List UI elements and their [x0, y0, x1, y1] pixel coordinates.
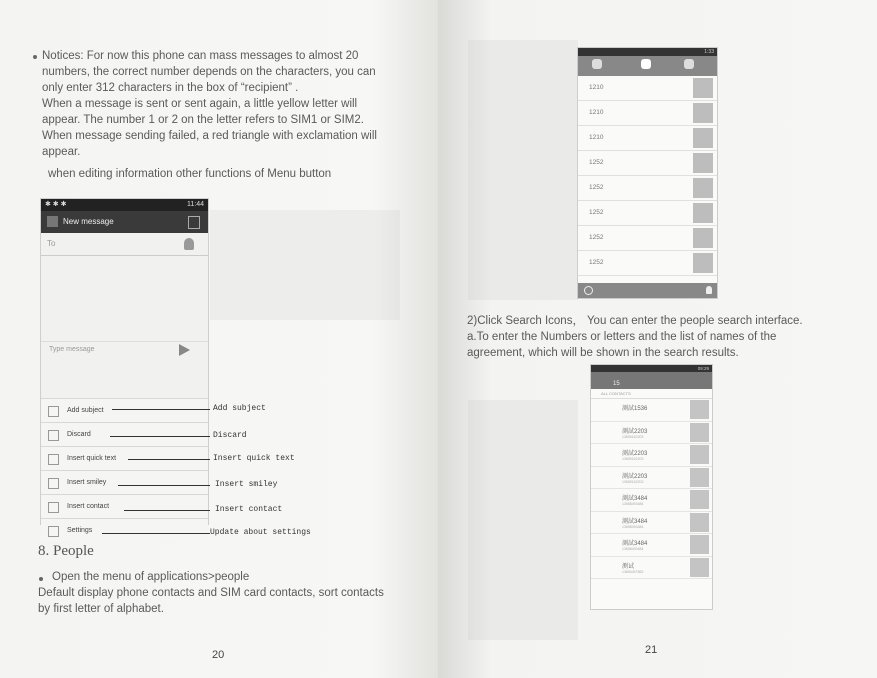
page-number: 21	[645, 644, 658, 656]
contact-icon	[48, 502, 59, 513]
annotation-discard: Discard	[213, 431, 247, 440]
leader-line	[124, 510, 210, 511]
contact-photo	[690, 400, 709, 419]
search-result-row[interactable]	[591, 534, 712, 557]
message-area	[41, 256, 208, 341]
search-result-row[interactable]	[591, 444, 712, 467]
contact-photo	[690, 468, 709, 487]
menu-item-settings[interactable]	[41, 518, 208, 542]
options-menu	[41, 398, 208, 542]
contact-row[interactable]	[578, 176, 717, 201]
settings-icon	[48, 526, 59, 537]
annotation-add-subject: Add subject	[213, 404, 266, 413]
quick-text-icon	[48, 454, 59, 465]
people-line: Open the menu of applications>people	[52, 571, 250, 583]
contact-name: 1252	[589, 184, 604, 191]
smiley-icon	[48, 478, 59, 489]
contact-name: 1210	[589, 134, 604, 141]
people-line: by first letter of alphabet.	[38, 603, 164, 615]
search-result-row[interactable]	[591, 557, 712, 580]
contact-row[interactable]	[578, 151, 717, 176]
compose-field[interactable]	[41, 341, 208, 358]
notice-line: Notices: For now this phone can mass messages to almost 20	[42, 50, 359, 62]
search-result-row[interactable]	[591, 467, 712, 490]
instruction-line: agreement, which will be shown in the search results.	[467, 347, 739, 359]
search-icon[interactable]	[584, 286, 593, 295]
contact-name: 測試2203	[622, 428, 648, 435]
contact-number: 13658493484	[622, 524, 644, 529]
recipient-field[interactable]	[41, 233, 208, 256]
contact-row[interactable]	[578, 226, 717, 251]
discard-icon	[48, 430, 59, 441]
menu-item-insert-contact[interactable]	[41, 494, 208, 518]
instruction-line: a.To enter the Numbers or letters and the list of names of the	[467, 331, 777, 343]
contact-name: 1252	[589, 209, 604, 216]
contact-name: 1252	[589, 234, 604, 241]
title-bar	[41, 211, 208, 233]
status-time: 1:33	[704, 49, 714, 55]
contact-photo	[690, 445, 709, 464]
contact-photo	[690, 490, 709, 509]
contact-photo	[690, 535, 709, 554]
phone-screenshot-search-results	[590, 364, 713, 610]
notice-paragraph	[42, 48, 407, 160]
search-header	[591, 372, 712, 389]
type-message-placeholder: Type message	[49, 346, 95, 353]
menu-item-label: Discard	[67, 431, 91, 438]
bleed-through	[468, 40, 578, 300]
menu-item-label: Insert quick text	[67, 455, 117, 462]
add-contact-icon[interactable]	[184, 238, 194, 250]
bleed-through	[210, 210, 400, 320]
to-label: To	[47, 239, 56, 248]
contact-row[interactable]	[578, 251, 717, 276]
people-paragraph	[38, 569, 408, 617]
contact-row[interactable]	[578, 101, 717, 126]
contact-row[interactable]	[578, 126, 717, 151]
annotation-update-settings: Update about settings	[210, 528, 311, 537]
search-result-row[interactable]	[591, 512, 712, 535]
left-page	[0, 0, 438, 678]
contact-photo	[693, 153, 713, 173]
contact-photo	[693, 78, 713, 98]
header-count: 15	[613, 381, 620, 387]
annotation-insert-smiley: Insert smiley	[215, 480, 278, 489]
leader-line	[128, 459, 210, 460]
notice-line: appear. The number 1 or 2 on the letter refers to SIM1 or SIM2.	[42, 114, 364, 126]
phone-screenshot-people	[577, 47, 718, 299]
contact-number: 13659162203	[622, 457, 644, 461]
status-time: 09:29	[697, 366, 709, 371]
list-label: ALL CONTACTS	[591, 389, 712, 399]
notice-line: When message sending failed, a red triangle with exclamation will	[42, 130, 377, 142]
screen-title: New message	[63, 217, 114, 226]
notice-line: When a message is sent or sent again, a little yellow letter will	[42, 98, 358, 110]
contact-photo	[690, 513, 709, 532]
contact-name: 1252	[589, 159, 604, 166]
contact-photo	[693, 228, 713, 248]
leader-line	[110, 436, 210, 437]
message-icon	[47, 216, 58, 227]
contact-name: 測試1536	[622, 406, 648, 412]
contact-photo	[693, 178, 713, 198]
leader-line	[118, 485, 210, 486]
annotation-insert-contact: Insert contact	[215, 505, 283, 514]
leader-line	[112, 409, 210, 410]
contact-photo	[693, 128, 713, 148]
contact-name: 測試3484	[622, 518, 648, 525]
contact-name: 测试	[622, 563, 635, 570]
search-result-row[interactable]	[591, 489, 712, 512]
contact-photo	[690, 558, 709, 577]
groups-tab-icon[interactable]	[592, 59, 602, 69]
contacts-tab-icon[interactable]	[641, 59, 651, 69]
menu-item-insert-quick-text[interactable]	[41, 446, 208, 470]
menu-item-label: Settings	[67, 527, 93, 534]
contact-row[interactable]	[578, 201, 717, 226]
send-icon[interactable]	[179, 344, 190, 356]
leader-line	[102, 533, 210, 534]
favorites-tab-icon[interactable]	[684, 59, 694, 69]
status-icons: ✱ ✱ ✱	[45, 201, 67, 208]
search-result-row[interactable]	[591, 422, 712, 445]
bleed-through	[468, 400, 578, 640]
status-bar	[41, 199, 208, 211]
subject-icon	[48, 406, 59, 417]
menu-item-discard[interactable]	[41, 422, 208, 446]
menu-item-insert-smiley[interactable]	[41, 470, 208, 494]
contact-name: 測試2203	[622, 451, 648, 457]
notice-line: appear.	[42, 146, 81, 158]
contact-photo	[693, 103, 713, 123]
contact-photo	[693, 203, 713, 223]
contact-photo	[693, 253, 713, 273]
people-tabs	[578, 56, 717, 76]
phone-screenshot-new-message	[40, 198, 209, 534]
people-line: Default display phone contacts and SIM card contacts, sort contacts	[38, 587, 384, 599]
contact-row[interactable]	[578, 76, 717, 101]
menu-item-label: Add subject	[67, 407, 104, 414]
add-contact-icon[interactable]	[706, 286, 712, 294]
menu-note: when editing information other functions of Menu button	[48, 168, 332, 180]
contact-photo	[690, 423, 709, 442]
contact-name: 測試3484	[622, 541, 648, 547]
menu-item-label: Insert contact	[67, 503, 110, 510]
search-instructions	[467, 313, 837, 361]
contact-number: 13659162203	[622, 434, 644, 439]
status-bar	[578, 48, 717, 56]
search-result-row[interactable]	[591, 399, 712, 422]
contact-number: 13658493484	[622, 502, 644, 506]
instruction-line: 2)Click Search Icons， You can enter the people search interface.	[467, 315, 803, 327]
contact-name: 測試2203	[622, 473, 648, 480]
section-title: 8. People	[38, 543, 94, 559]
contact-name: 測試3484	[622, 496, 648, 502]
menu-item-add-subject[interactable]	[41, 398, 208, 422]
status-bar	[591, 365, 712, 372]
contact-name: 1210	[589, 84, 604, 91]
notice-line: only enter 312 characters in the box of “recipient” .	[42, 82, 299, 94]
page-number: 20	[212, 649, 225, 661]
contact-name: 1210	[589, 109, 604, 116]
status-time: 11:44	[187, 201, 204, 208]
contact-number: 13658493484	[622, 547, 644, 551]
notice-line: numbers, the correct number depends on the characters, you can	[42, 66, 376, 78]
attach-icon[interactable]	[188, 216, 200, 229]
contact-name: 1252	[589, 259, 604, 266]
contact-number: 13659162203	[622, 479, 644, 484]
annotation-insert-quick-text: Insert quick text	[213, 454, 295, 463]
bullet-icon	[33, 55, 37, 59]
bottom-bar	[578, 283, 717, 298]
menu-item-label: Insert smiley	[67, 479, 107, 486]
contact-number: 13654457852	[622, 569, 644, 574]
